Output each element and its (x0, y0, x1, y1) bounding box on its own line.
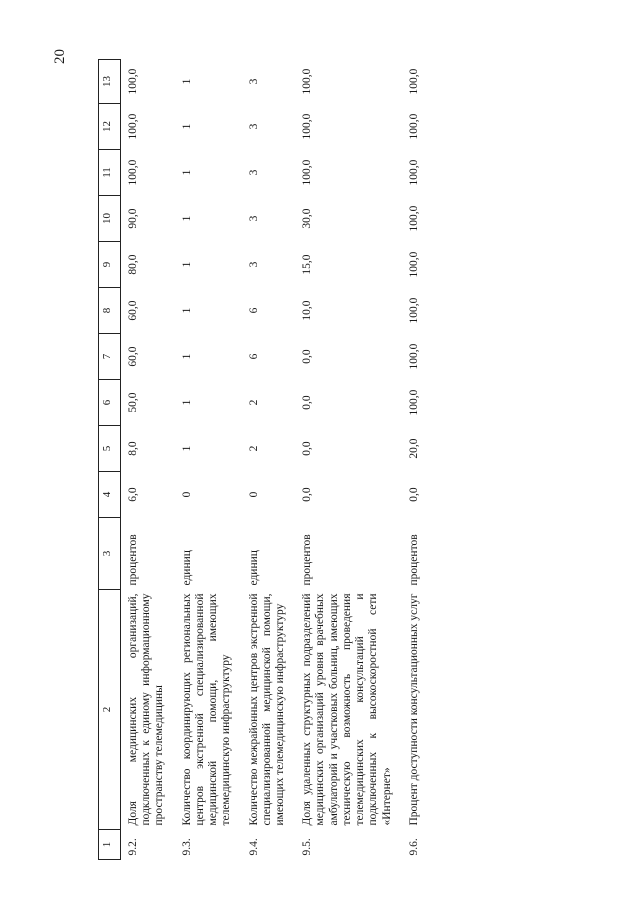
row-unit: единиц (247, 550, 260, 586)
table-row (175, 60, 242, 860)
value-cell: 6,0 (127, 487, 139, 502)
value-cell: 80,0 (127, 254, 139, 275)
value-cell: 0,0 (407, 487, 420, 502)
value-cell: 100,0 (301, 113, 314, 140)
header-cell: 9 (99, 242, 121, 288)
value-cell: 100,0 (301, 159, 314, 186)
indicators-table (98, 59, 429, 860)
header-cell: 2 (99, 590, 121, 830)
value-cell: 100,0 (407, 159, 420, 186)
header-cell: 5 (99, 426, 121, 472)
table-row (121, 60, 175, 860)
row-code: 9.6. (407, 838, 420, 856)
row-unit: процентов (301, 534, 314, 586)
value-cell: 2 (247, 399, 260, 406)
value-cell: 100,0 (127, 159, 139, 186)
value-cell: 100,0 (407, 68, 420, 95)
row-name: Количество координирующих региональных центров экстренной специализированной медицинской помощи, имеющих телемедицинскую инфраструктуру (180, 593, 233, 826)
header-cell: 12 (99, 104, 121, 150)
value-cell: 1 (180, 445, 193, 452)
value-cell: 100,0 (127, 68, 139, 95)
value-cell: 1 (180, 307, 193, 314)
row-code: 9.3. (180, 838, 193, 856)
header-cell: 6 (99, 380, 121, 426)
value-cell: 1 (180, 169, 193, 176)
header-cell: 1 (99, 830, 121, 860)
header-cell: 8 (99, 288, 121, 334)
value-cell: 100,0 (407, 297, 420, 324)
value-cell: 100,0 (407, 389, 420, 416)
row-unit: единиц (180, 550, 193, 586)
header-row (99, 60, 121, 860)
value-cell: 0,0 (301, 349, 314, 364)
value-cell: 60,0 (127, 300, 139, 321)
value-cell: 20,0 (407, 438, 420, 459)
value-cell: 1 (180, 261, 193, 268)
value-cell: 100,0 (407, 113, 420, 140)
value-cell: 0 (247, 491, 260, 498)
value-cell: 3 (247, 169, 260, 176)
rotated-table-area (98, 60, 578, 860)
table-row (295, 60, 402, 860)
value-cell: 10,0 (301, 300, 314, 321)
value-cell: 100,0 (407, 251, 420, 278)
value-cell: 100,0 (301, 68, 314, 95)
value-cell: 1 (180, 215, 193, 222)
row-unit: процентов (407, 534, 420, 586)
header-cell: 3 (99, 518, 121, 590)
value-cell: 15,0 (301, 254, 314, 275)
header-cell: 10 (99, 196, 121, 242)
page-number: 20 (52, 49, 68, 64)
header-cell: 11 (99, 150, 121, 196)
row-name: Доля медицинских организаций, подключенных к единому информационному пространству телемедицины (127, 593, 166, 826)
table-row (242, 60, 296, 860)
row-code: 9.2. (127, 838, 139, 856)
value-cell: 0,0 (301, 395, 314, 410)
table-row (402, 60, 429, 860)
row-code: 9.4. (247, 838, 260, 856)
value-cell: 1 (180, 353, 193, 360)
value-cell: 6 (247, 307, 260, 314)
value-cell: 30,0 (301, 208, 314, 229)
value-cell: 0 (180, 491, 193, 498)
value-cell: 100,0 (407, 343, 420, 370)
value-cell: 0,0 (301, 487, 314, 502)
value-cell: 3 (247, 261, 260, 268)
value-cell: 3 (247, 78, 260, 85)
value-cell: 50,0 (127, 392, 139, 413)
value-cell: 6 (247, 353, 260, 360)
value-cell: 2 (247, 445, 260, 452)
value-cell: 1 (180, 399, 193, 406)
value-cell: 60,0 (127, 346, 139, 367)
row-name: Процент доступности консультационных услуг (407, 593, 420, 826)
row-name: Количество межрайонных центров экстренной специализированной медицинской помощи, имеющих телемедицинскую инфраструктуру (247, 593, 286, 826)
value-cell: 8,0 (127, 441, 139, 456)
header-cell: 7 (99, 334, 121, 380)
row-name: Доля удаленных структурных подразделений медицинских организаций уровня врачебных амбулаторий и участковых больниц, имеющих техническую возможность проведения телемедицинских консультаций и подключенных к высокоскоростной сети «Интернет» (301, 593, 393, 826)
value-cell: 100,0 (127, 113, 139, 140)
value-cell: 90,0 (127, 208, 139, 229)
row-code: 9.5. (301, 838, 314, 856)
value-cell: 0,0 (301, 441, 314, 456)
value-cell: 3 (247, 123, 260, 130)
value-cell: 3 (247, 215, 260, 222)
header-cell: 13 (99, 60, 121, 104)
value-cell: 100,0 (407, 205, 420, 232)
row-unit: процентов (127, 534, 139, 586)
header-cell: 4 (99, 472, 121, 518)
value-cell: 1 (180, 78, 193, 85)
value-cell: 1 (180, 123, 193, 130)
